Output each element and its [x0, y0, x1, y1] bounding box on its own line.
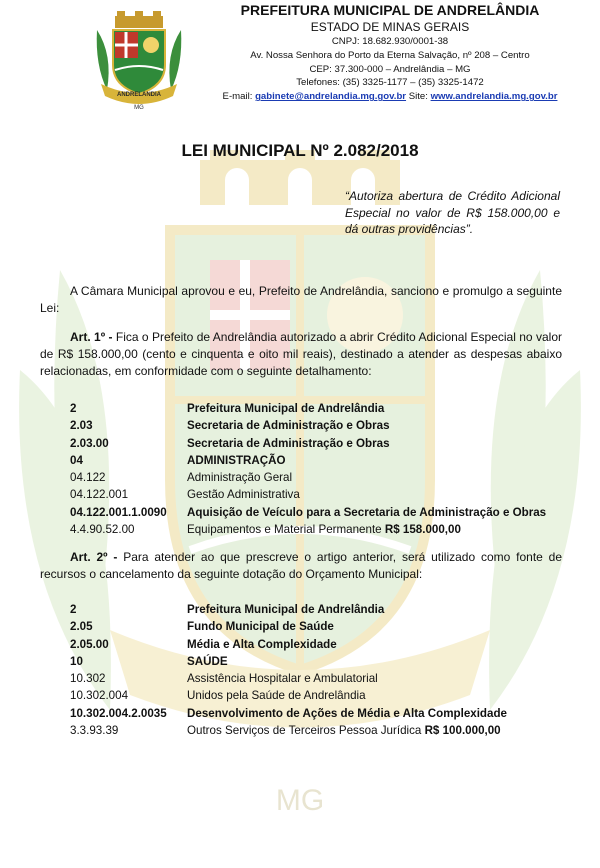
budget-description [187, 400, 384, 417]
budget-description [187, 722, 501, 739]
budget-description-text: Aquisição de Veículo para a Secretaria de Administração e Obras [187, 505, 547, 519]
budget-row [70, 452, 570, 469]
budget-code: 04 [70, 453, 83, 467]
budget-description [187, 435, 390, 452]
article-2-text: Para atender ao que prescreve o artigo anterior, será utilizado como fonte de recursos o cancelamento da seguinte dotação do Orçamento Municipal: [40, 550, 563, 581]
budget-row [70, 400, 570, 417]
budget-description-text: Secretaria de Administração e Obras [187, 419, 390, 433]
budget-description-text: Secretaria de Administração e Obras [187, 436, 390, 450]
budget-code: 04.122.001.1.0090 [70, 505, 167, 519]
seal-banner-text: ANDRELANDIA [117, 92, 161, 98]
phones: Telefones: (35) 3325-1177 – (35) 3325-1472 [296, 77, 484, 89]
city-hall-title: PREFEITURA MUNICIPAL DE ANDRELÂNDIA [240, 2, 540, 18]
budget-description-text: Fundo Municipal de Saúde [187, 620, 334, 634]
budget-description-text: Média e Alta Complexidade [187, 637, 337, 651]
letterhead [190, 2, 590, 104]
budget-description-text: Equipamentos e Material Permanente [187, 523, 385, 537]
budget-code: 2.03.00 [70, 436, 109, 450]
email-label: E-mail: [222, 91, 256, 103]
state-name: ESTADO DE MINAS GERAIS [310, 20, 470, 34]
budget-row [70, 504, 570, 521]
budget-code: 04.122 [70, 471, 106, 485]
budget-row [70, 722, 570, 739]
budget-code: 4.4.90.52.00 [70, 523, 135, 537]
budget-description [187, 636, 337, 653]
budget-row [70, 486, 570, 503]
budget-description [187, 469, 292, 486]
budget-row [70, 618, 570, 635]
budget-row [70, 469, 570, 486]
budget-description-text: Assistência Hospitalar e Ambulatorial [187, 672, 378, 686]
email-link[interactable]: gabinete@andrelandia.mg.gov.br [255, 91, 407, 103]
budget-description-text: SAÚDE [187, 654, 228, 668]
budget-code: 2.05.00 [70, 637, 109, 651]
preamble: A Câmara Municipal aprovou e eu, Prefeito de Andrelândia, sanciono e promulgo a seguinte Lei: [40, 284, 562, 315]
budget-description-text: Administração Geral [187, 471, 293, 485]
budget-description [187, 687, 366, 704]
budget-row [70, 636, 570, 653]
budget-table-cancellation [70, 601, 570, 739]
budget-row [70, 417, 570, 434]
budget-description-text: Outros Serviços de Terceiros Pessoa Jurídica [187, 724, 425, 738]
budget-description [187, 705, 507, 722]
budget-description-text: Gestão Administrativa [187, 488, 300, 502]
municipal-seal [93, 10, 185, 112]
budget-table-credit [70, 400, 570, 538]
contact-line [190, 90, 590, 104]
budget-description-text: Unidos pela Saúde de Andrelândia [187, 689, 366, 703]
cnpj: CNPJ: 18.682.930/0001-38 [331, 36, 449, 47]
budget-description-text: Prefeitura Municipal de Andrelândia [187, 402, 385, 415]
budget-code: 2 [70, 603, 77, 616]
budget-row [70, 435, 570, 452]
budget-code: 10.302.004.2.0035 [70, 706, 167, 720]
budget-row [70, 705, 570, 722]
budget-row [70, 653, 570, 670]
cep: CEP: 37.300-000 – Andrelândia – MG [309, 63, 471, 75]
site-label: Site: [406, 91, 431, 103]
budget-code: 10.302.004 [70, 689, 129, 703]
budget-description [187, 486, 300, 503]
budget-description-text: Prefeitura Municipal de Andrelândia [187, 603, 385, 616]
budget-description-text: ADMINISTRAÇÃO [187, 453, 286, 467]
budget-code: 10.302 [70, 672, 106, 686]
article-2-label: Art. 2º - [70, 550, 118, 564]
budget-description [187, 521, 461, 538]
article-2 [40, 549, 562, 583]
law-summary: “Autoriza abertura de Crédito Adicional Especial no valor de R$ 158.000,00 e dá outras providências”. [345, 189, 560, 236]
article-1 [40, 329, 562, 380]
article-1-text: Fica o Prefeito de Andrelândia autorizado a abrir Crédito Adicional Especial no valor de R$ 158.000,00 (cento e cinquenta e oito mil reais), destinado a atender as despesas abaixo relacionadas, em conformidade com o seguinte detalhamento: [40, 330, 562, 378]
budget-code: 04.122.001 [70, 488, 129, 502]
watermark-text: MG [275, 784, 325, 817]
budget-code: 3.3.93.39 [70, 724, 119, 738]
budget-description [187, 601, 384, 618]
budget-row [70, 521, 570, 538]
site-link[interactable]: www.andrelandia.mg.gov.br [430, 91, 558, 103]
address: Av. Nossa Senhora do Porto da Eterna Salvação, nº 208 – Centro [250, 49, 530, 61]
law-title: LEI MUNICIPAL Nº 2.082/2018 [181, 141, 419, 160]
budget-description [187, 618, 334, 635]
budget-amount: R$ 158.000,00 [384, 523, 461, 537]
budget-row [70, 687, 570, 704]
budget-row [70, 670, 570, 687]
budget-description [187, 417, 390, 434]
budget-row [70, 601, 570, 618]
budget-code: 2 [70, 402, 77, 415]
budget-description-text: Desenvolvimento de Ações de Média e Alta Complexidade [187, 706, 507, 720]
budget-description [187, 504, 546, 521]
budget-code: 2.03 [70, 419, 93, 433]
budget-description [187, 653, 228, 670]
budget-amount: R$ 100.000,00 [424, 724, 501, 738]
budget-description [187, 452, 286, 469]
seal-state-text: MG [134, 105, 144, 111]
budget-description [187, 670, 378, 687]
article-1-label: Art. 1º - [70, 330, 113, 344]
budget-code: 10 [70, 654, 83, 668]
budget-code: 2.05 [70, 620, 93, 634]
